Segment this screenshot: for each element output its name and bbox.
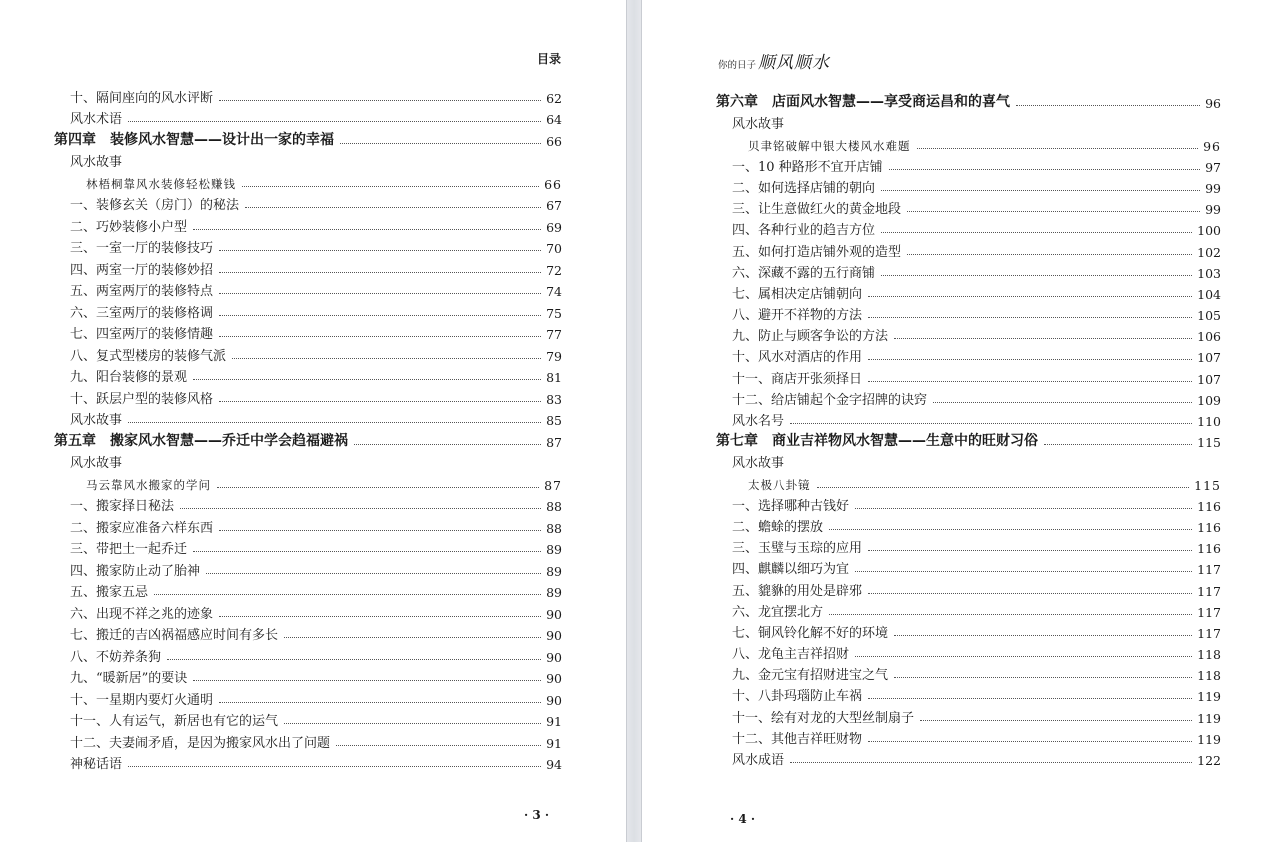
dot-leader [128,121,541,122]
toc-entry [716,493,1221,514]
toc-entry-page: 106 [1197,329,1221,345]
toc-entry [716,323,1221,344]
dot-leader [855,656,1192,657]
toc-entry-title: 十、跃层户型的装修风格 [70,391,214,407]
toc-entry-page: 103 [1197,265,1221,281]
dot-leader [855,508,1192,509]
toc-entry [716,514,1221,535]
toc-entry [716,535,1221,556]
toc-entry [54,579,562,601]
toc-entry-page: 119 [1197,731,1221,747]
dot-leader [219,616,541,617]
page-gutter [626,0,642,842]
toc-entry-title: 八、复式型楼房的装修气派 [70,348,227,364]
dot-leader [868,593,1192,594]
toc-entry [716,556,1221,577]
toc-entry-page: 88 [546,499,562,514]
dot-leader [829,529,1192,530]
toc-entry-page: 119 [1197,710,1221,726]
dot-leader [868,381,1192,382]
toc-entry [716,344,1221,365]
toc-entry-title: 五、貔貅的用处是辟邪 [732,583,863,599]
dot-leader [219,530,541,531]
toc-entry-page: 118 [1197,647,1221,663]
toc-entry-page: 88 [546,520,562,536]
dot-leader [829,614,1192,615]
toc-entry-page: 90 [546,606,562,622]
toc-entry-title: 八、不妨养条狗 [70,649,162,665]
toc-entry-title: 七、铜风铃化解不好的环境 [732,625,889,641]
toc-entry-title: 风水故事 [732,117,785,133]
toc-entry-title: 一、装修玄关（房门）的秘法 [70,198,240,213]
toc-entry-title: 三、让生意做红火的黄金地段 [732,202,902,218]
toc-entry-title: 神秘话语 [70,757,123,772]
toc-entry [54,686,562,708]
toc-entry [54,278,562,300]
toc-section-label [716,450,1221,471]
dot-leader [868,317,1192,318]
toc-entry-page: 90 [546,649,562,665]
toc-entry-page: 117 [1197,562,1221,578]
toc-entry [54,192,562,214]
toc-entry [54,665,562,687]
toc-chapter-entry [54,428,562,450]
toc-entry-page: 119 [1197,689,1221,705]
dot-leader [206,573,541,574]
toc-entry-title: 三、玉璧与玉琮的应用 [732,541,863,557]
dot-leader [180,508,541,509]
toc-entry-page: 89 [546,542,562,557]
toc-entry [54,256,562,278]
dot-leader [894,635,1192,636]
toc-entry-title: 八、龙龟主吉祥招财 [732,647,850,663]
page-number-right: · 4 · [730,812,756,826]
dot-leader [219,250,541,251]
toc-entry-title: 第七章 商业吉祥物风水智慧——生意中的旺财习俗 [716,433,1038,450]
header-title-small: 你的日子 [718,60,757,71]
toc-entry-page: 102 [1197,244,1221,260]
toc-entry [54,299,562,321]
toc-entry-page: 96 [1205,96,1221,112]
toc-entry-title: 贝聿铭破解中银大楼风水难题 [748,138,911,153]
toc-entry [54,557,562,579]
toc-entry-page: 122 [1197,753,1221,768]
gutter-edge-left [626,0,627,842]
toc-entry-page: 104 [1197,286,1221,302]
left-page [0,0,626,842]
toc-entry-title: 十、八卦玛瑙防止车祸 [732,689,863,705]
page-number-left: · 3 · [524,808,550,822]
toc-entry-title: 风水名号 [732,414,785,429]
toc-section-label [54,149,562,171]
toc-entry-title: 风水故事 [70,413,123,428]
toc-entry [716,683,1221,704]
dot-leader [1044,444,1192,445]
toc-entry-page: 91 [546,735,562,751]
toc-entry-title: 九、“暖新居”的要诀 [70,671,188,686]
toc-entry-page: 72 [546,262,562,278]
toc-entry [54,213,562,235]
dot-leader [193,379,541,380]
toc-entry-page: 83 [546,391,562,407]
toc-entry-page: 118 [1197,668,1221,684]
toc-entry [716,302,1221,323]
toc-story-entry [716,132,1221,153]
dot-leader [354,444,541,445]
toc-entry-page: 77 [546,327,562,342]
toc-story-entry [716,471,1221,492]
toc-entry-title: 二、如何选择店铺的朝向 [732,180,876,196]
running-header-left: 目录 [537,52,562,66]
toc-entry-title: 六、三室两厅的装修格调 [70,305,214,321]
toc-entry-title: 七、属相决定店铺朝向 [732,286,863,302]
toc-entry [54,342,562,364]
toc-entry-page: 90 [546,671,562,686]
toc-entry-page: 107 [1197,350,1221,366]
toc-entry [716,175,1221,196]
toc-entry-page: 85 [546,413,562,428]
toc-entry-title: 林梧桐靠风水装修轻松赚钱 [86,176,236,191]
dot-leader [284,723,541,724]
dot-leader [790,762,1192,763]
toc-entry-page: 66 [544,176,562,192]
dot-leader [917,148,1199,149]
dot-leader [217,487,539,488]
toc-entry-title: 五、搬家五忌 [70,585,149,600]
toc-entry [54,600,562,622]
toc-entry-title: 二、蟾蜍的摆放 [732,519,824,535]
toc-entry-page: 89 [546,585,562,600]
toc-entry-title: 风水故事 [732,456,785,472]
dot-leader [128,766,541,767]
toc-entry-title: 二、巧妙装修小户型 [70,219,188,235]
toc-entry-page: 81 [546,370,562,385]
toc-entry-page: 97 [1205,159,1221,175]
dot-leader [154,594,541,595]
dot-leader [128,422,541,423]
toc-entry [716,726,1221,747]
dot-leader [193,551,541,552]
toc-entry-page: 107 [1197,371,1221,387]
dot-leader [868,296,1192,297]
dot-leader [284,637,541,638]
toc-entry [716,577,1221,598]
toc-entry-title: 十二、其他吉祥旺财物 [732,731,863,747]
toc-entry-title: 十二、给店铺起个金字招牌的诀窍 [732,392,928,408]
toc-entry-page: 90 [546,628,562,643]
header-title-script: 顺风顺水 [758,53,831,73]
toc-entry [716,747,1221,768]
toc-entry-page: 74 [546,284,562,299]
dot-leader [855,571,1192,572]
toc-entry-page: 116 [1197,541,1221,557]
toc-entry-page: 75 [546,305,562,321]
toc-entry-page: 99 [1205,202,1221,218]
toc-entry-title: 一、搬家择日秘法 [70,499,175,514]
toc-entry-page: 94 [546,757,562,772]
toc-entry-page: 100 [1197,223,1221,239]
dot-leader [193,680,541,681]
dot-leader [881,190,1200,191]
toc-entry-title: 五、两室两厅的装修特点 [70,284,214,299]
toc-entry [54,751,562,773]
toc-entry [716,217,1221,238]
dot-leader [219,315,541,316]
dot-leader [790,423,1192,424]
toc-section-label [716,111,1221,132]
toc-entry-title: 风水成语 [732,753,785,768]
toc-chapter-entry [54,127,562,149]
toc-entry [716,641,1221,662]
toc-entry [54,729,562,751]
toc-entry-title: 一、选择哪种古钱好 [732,498,850,514]
toc-story-entry [54,170,562,192]
toc-entry-page: 89 [546,563,562,579]
dot-leader [907,254,1192,255]
toc-entry-title: 六、出现不祥之兆的迹象 [70,606,214,622]
toc-entry-title: 风水故事 [70,456,123,471]
dot-leader [219,100,541,101]
dot-leader [336,745,541,746]
toc-entry-title: 十一、绘有对龙的大型丝制扇子 [732,710,915,726]
toc-entry-title: 三、一室一厅的装修技巧 [70,241,214,256]
toc-entry-title: 三、带把土一起乔迁 [70,542,188,557]
toc-entry-page: 117 [1197,625,1221,641]
toc-entry [716,238,1221,259]
dot-leader [242,186,539,187]
dot-leader [219,702,541,703]
toc-entry-title: 十、一星期内要灯火通明 [70,692,214,708]
toc-entry-title: 四、各种行业的趋吉方位 [732,223,876,239]
toc-entry-title: 十、隔间座向的风水评断 [70,90,214,106]
dot-leader [889,169,1200,170]
toc-entry [54,235,562,257]
toc-entry-page: 69 [546,219,562,235]
toc-entry-title: 五、如何打造店铺外观的造型 [732,244,902,260]
dot-leader [219,272,541,273]
toc-entry [716,704,1221,725]
toc-entry-title: 十、风水对酒店的作用 [732,350,863,366]
toc-entry-title: 第五章 搬家风水智慧——乔迁中学会趋福避祸 [54,432,348,449]
toc-entry [716,281,1221,302]
toc-entry [54,321,562,343]
toc-entry-page: 70 [546,241,562,256]
toc-entry-page: 115 [1194,477,1221,493]
dot-leader [881,232,1192,233]
toc-entry [716,260,1221,281]
dot-leader [193,229,541,230]
toc-entry [54,514,562,536]
toc-story-entry [54,471,562,493]
dot-leader [920,720,1192,721]
dot-leader [232,358,541,359]
toc-entry-page: 90 [546,692,562,708]
running-header-right [718,48,830,73]
toc-entry-page: 87 [546,434,562,450]
toc-entry-title: 风水术语 [70,112,123,127]
toc-section-label [54,450,562,472]
toc-entry-title: 十一、人有运气，新居也有它的运气 [70,714,279,729]
toc-entry-title: 马云靠风水搬家的学问 [86,477,211,492]
dot-leader [219,336,541,337]
dot-leader [219,293,541,294]
toc-entry [54,364,562,386]
dot-leader [868,698,1192,699]
toc-list-left [54,84,562,772]
toc-entry [54,622,562,644]
toc-entry-page: 105 [1197,308,1221,324]
toc-entry-page: 67 [546,198,562,213]
toc-entry-page: 96 [1203,138,1221,154]
toc-entry-title: 一、10 种路形不宜开店铺 [732,159,883,175]
toc-entry-page: 116 [1197,498,1221,514]
toc-entry [54,407,562,429]
toc-entry-title: 第六章 店面风水智慧——享受商运昌和的喜气 [716,94,1010,111]
toc-entry-page: 99 [1205,180,1221,196]
toc-chapter-entry [716,429,1221,450]
toc-entry-title: 十二、夫妻闹矛盾，是因为搬家风水出了问题 [70,735,331,751]
toc-entry-page: 79 [546,348,562,364]
toc-entry [716,620,1221,641]
toc-entry-title: 七、搬迁的吉凶祸福感应时间有多长 [70,628,279,643]
toc-entry [716,365,1221,386]
toc-entry-title: 九、防止与顾客争讼的方法 [732,329,889,345]
toc-entry-page: 110 [1197,414,1221,429]
toc-entry-page: 116 [1197,519,1221,535]
toc-entry [54,643,562,665]
toc-entry-title: 四、两室一厅的装修妙招 [70,262,214,278]
toc-entry-title: 九、金元宝有招财进宝之气 [732,668,889,684]
dot-leader [340,143,541,144]
dot-leader [881,275,1192,276]
toc-entry [716,154,1221,175]
toc-entry [54,708,562,730]
toc-entry-title: 二、搬家应准备六样东西 [70,520,214,536]
toc-entry [716,599,1221,620]
dot-leader [868,359,1192,360]
toc-chapter-entry [716,90,1221,111]
toc-entry-title: 六、深藏不露的五行商铺 [732,265,876,281]
dot-leader [868,550,1192,551]
toc-entry [54,84,562,106]
toc-entry [716,387,1221,408]
toc-entry-title: 六、龙宜摆北方 [732,604,824,620]
dot-leader [245,207,541,208]
toc-entry-page: 117 [1197,604,1221,620]
toc-entry-page: 117 [1197,583,1221,599]
toc-entry-page: 91 [546,714,562,729]
dot-leader [868,741,1192,742]
dot-leader [933,402,1192,403]
toc-entry-title: 十一、商店开张须择日 [732,371,863,387]
toc-entry-page: 115 [1197,435,1221,451]
dot-leader [167,659,541,660]
toc-entry [716,408,1221,429]
toc-entry-title: 风水故事 [70,155,123,170]
toc-entry [54,385,562,407]
toc-entry [54,536,562,558]
dot-leader [894,677,1192,678]
toc-entry [54,106,562,128]
toc-entry-page: 66 [546,133,562,149]
toc-list-right [716,90,1221,768]
toc-entry-title: 七、四室两厅的装修情趣 [70,327,214,342]
toc-entry-page: 87 [544,477,562,493]
dot-leader [817,487,1190,488]
toc-entry-page: 64 [546,112,562,127]
toc-entry-title: 第四章 装修风水智慧——设计出一家的幸福 [54,131,334,148]
toc-entry-page: 62 [546,90,562,106]
toc-entry [54,493,562,515]
dot-leader [894,338,1192,339]
toc-entry [716,196,1221,217]
toc-entry-page: 109 [1197,392,1221,408]
toc-entry-title: 八、避开不祥物的方法 [732,308,863,324]
toc-entry-title: 九、阳台装修的景观 [70,370,188,385]
toc-entry [716,662,1221,683]
toc-entry-title: 太极八卦镜 [748,477,811,492]
dot-leader [907,211,1200,212]
toc-entry-title: 四、麒麟以细巧为宜 [732,562,850,578]
toc-entry-title: 四、搬家防止动了胎神 [70,563,201,579]
dot-leader [219,401,541,402]
dot-leader [1016,105,1200,106]
